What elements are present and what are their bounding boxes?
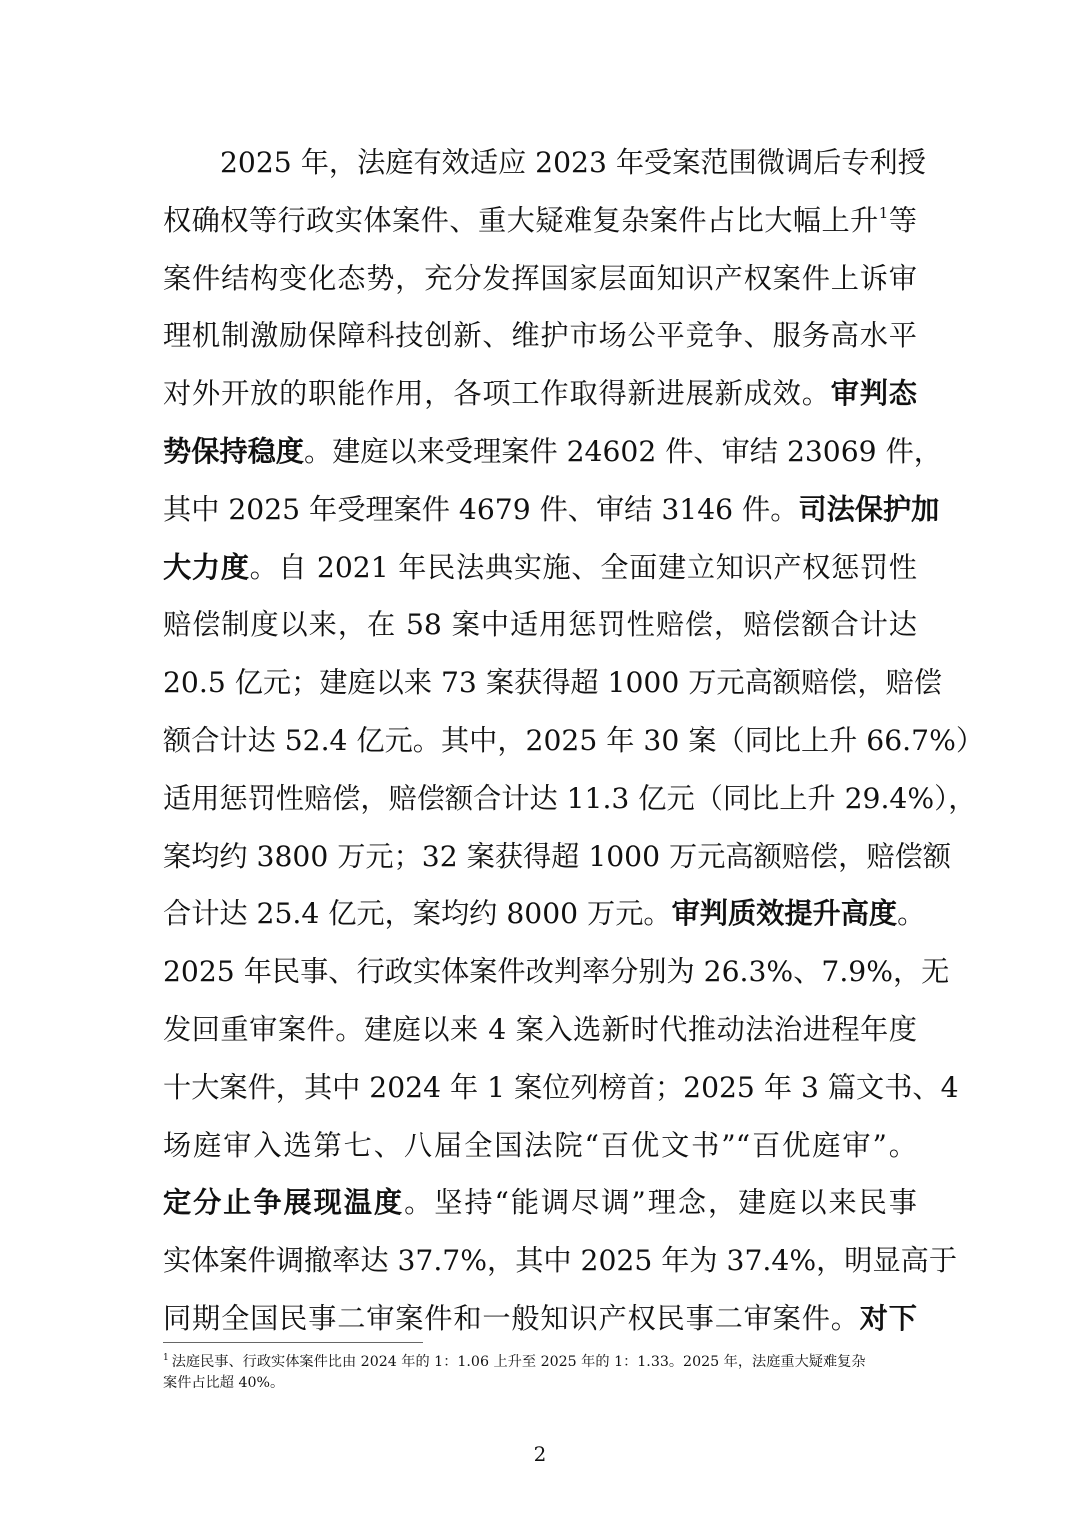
text-segment: 权确权等行政实体案件、重大疑难复杂案件占比大幅上升 xyxy=(163,203,879,237)
bold-heading: 审判态 xyxy=(830,377,917,411)
text-segment: 。坚持“能调尽调”理念，建庭以来民事 xyxy=(404,1186,917,1220)
bold-heading: 司法保护加 xyxy=(798,492,940,526)
text-segment: 。建庭以来受理案件 24602 件、审结 23069 件， xyxy=(303,434,942,468)
text-segment: 同期全国民事二审案件和一般知识产权民事二审案件。 xyxy=(163,1301,860,1335)
text-segment: 场庭审入选第七、八届全国法院“百优文书”“百优庭审”。 xyxy=(163,1128,917,1162)
text-segment: 等 xyxy=(888,203,917,237)
text-line xyxy=(163,712,985,770)
text-segment: 赔偿制度以来，在 58 案中适用惩罚性赔偿，赔偿额合计达 xyxy=(163,608,917,642)
text-line xyxy=(163,423,942,481)
text-line xyxy=(163,134,926,192)
text-line xyxy=(163,1232,958,1290)
text-segment: 2025 年，法庭有效适应 2023 年受案范围微调后专利授 xyxy=(220,146,926,179)
bold-heading: 势保持稳度 xyxy=(163,434,304,468)
footnote-reference: 1 xyxy=(878,203,889,222)
footnote-text-2: 案件占比超 40%。 xyxy=(163,1374,285,1391)
text-line xyxy=(163,596,917,654)
text-segment: 20.5 亿元；建庭以来 73 案获得超 1000 万元高额赔偿，赔偿 xyxy=(163,666,942,700)
text-line xyxy=(163,943,950,1001)
text-line xyxy=(163,1059,959,1117)
text-line xyxy=(163,539,917,597)
text-segment: 案均约 3800 万元；32 案获得超 1000 万元高额赔偿，赔偿额 xyxy=(163,839,951,873)
text-line xyxy=(163,828,951,886)
text-line xyxy=(163,770,977,828)
text-line xyxy=(163,192,917,250)
text-segment: 适用惩罚性赔偿，赔偿额合计达 11.3 亿元（同比上升 29.4%）， xyxy=(163,781,977,815)
text-segment: 案件结构变化态势，充分发挥国家层面知识产权案件上诉审 xyxy=(163,261,917,295)
footnote-divider xyxy=(163,1342,423,1343)
footnote-marker: 1 xyxy=(163,1353,169,1363)
footnote-line-2 xyxy=(163,1373,917,1394)
text-segment: 其中 2025 年受理案件 4679 件、审结 3146 件。 xyxy=(163,492,799,526)
bold-heading: 大力度 xyxy=(163,550,250,584)
text-line xyxy=(163,481,940,539)
footnote-text-1: 法庭民事、行政实体案件比由 2024 年的 1：1.06 上升至 2025 年的 1：1.33。2025 年，法庭重大疑难复杂 xyxy=(171,1354,866,1370)
page-number: 2 xyxy=(533,1442,547,1466)
bold-heading: 对下 xyxy=(859,1301,917,1335)
text-segment: 额合计达 52.4 亿元。其中，2025 年 30 案（同比上升 66.7%） xyxy=(163,723,985,757)
footnote-line-1 xyxy=(163,1352,917,1373)
bold-heading: 审判质效提升高度 xyxy=(671,897,898,931)
text-line xyxy=(163,307,917,365)
body-paragraph xyxy=(163,134,985,1348)
text-segment: 发回重审案件。建庭以来 4 案入选新时代推动法治进程年度 xyxy=(163,1012,917,1046)
text-segment: 2025 年民事、行政实体案件改判率分别为 26.3%、7.9%，无 xyxy=(163,955,950,989)
text-segment: 理机制激励保障科技创新、维护市场公平竞争、服务高水平 xyxy=(163,319,917,353)
text-line xyxy=(163,1290,917,1348)
text-segment: 。自 2021 年民法典实施、全面建立知识产权惩罚性 xyxy=(249,550,917,584)
text-line xyxy=(163,1174,917,1232)
text-line xyxy=(163,885,926,943)
text-segment: 对外开放的职能作用，各项工作取得新进展新成效。 xyxy=(163,377,831,411)
text-segment: 。 xyxy=(897,897,926,931)
text-line xyxy=(163,1001,917,1059)
text-line xyxy=(163,250,917,308)
footnote xyxy=(163,1352,917,1393)
text-segment: 合计达 25.4 亿元，案均约 8000 万元。 xyxy=(163,897,672,931)
text-line xyxy=(163,365,917,423)
bold-heading: 定分止争展现温度 xyxy=(163,1186,405,1220)
text-segment: 十大案件，其中 2024 年 1 案位列榜首；2025 年 3 篇文书、4 xyxy=(163,1070,959,1104)
text-segment: 实体案件调撤率达 37.7%，其中 2025 年为 37.4%，明显高于 xyxy=(163,1244,958,1278)
text-line xyxy=(163,654,942,712)
text-line xyxy=(163,1117,917,1175)
